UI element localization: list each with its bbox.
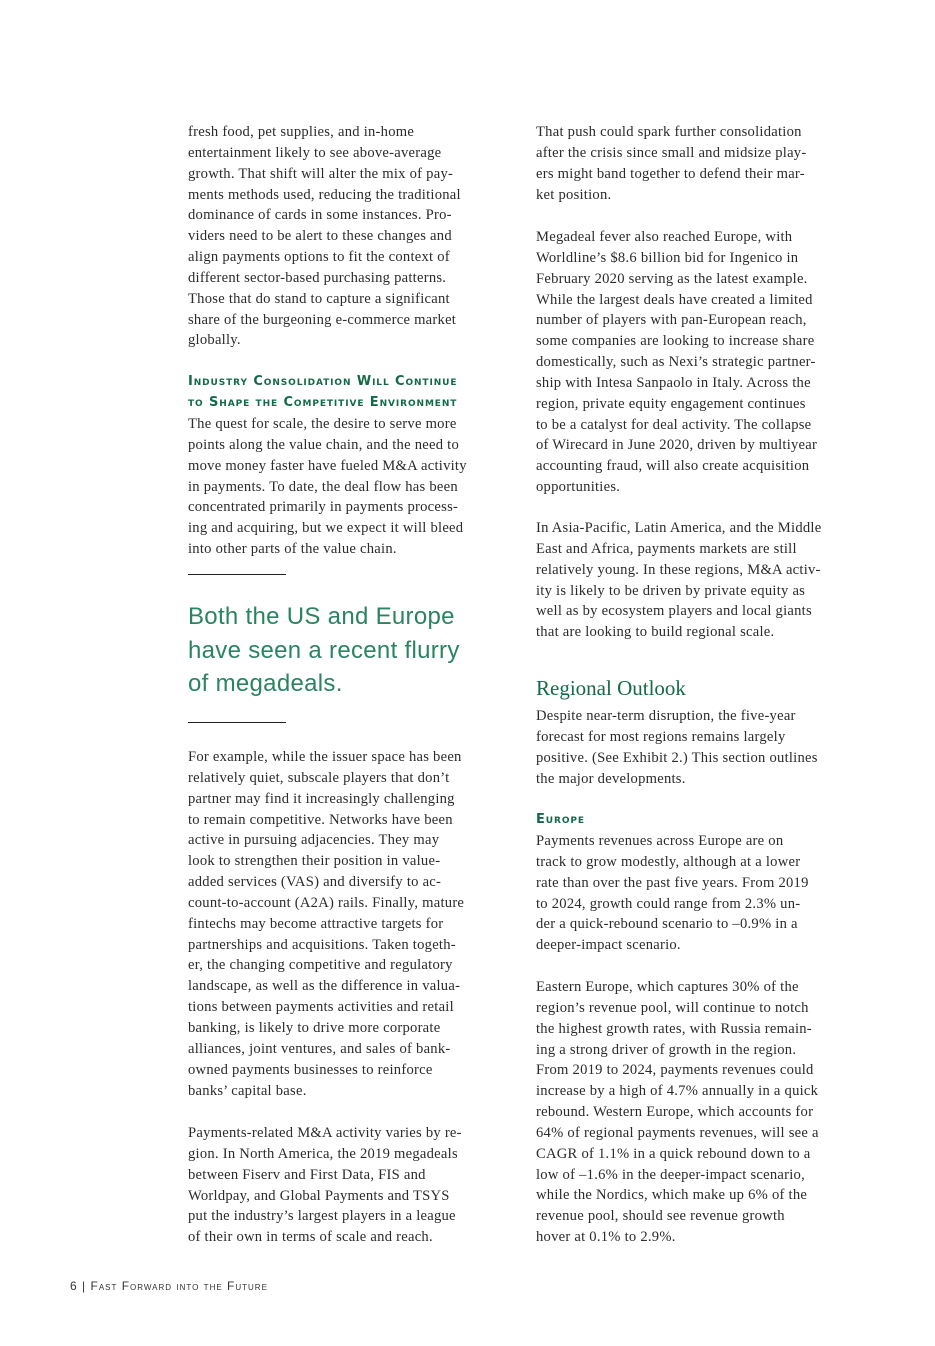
subheading-europe: Europe	[536, 812, 585, 827]
page-footer	[70, 1279, 268, 1293]
body-paragraph: Megadeal fever also reached Europe, with Worldline’s $8.6 billion bid for Ingenico in February 2020 serving as the latest example. While the largest deals have created a limited number of players with pan-European reach, some companies are looking to increase share domestically, such as Nexi’s strategic partner- ship with Intesa Sanpaolo in Italy. Across the region, private equity engagement continues to be a catalyst for deal activity. The collapse of Wirecard in June 2020, driven by multiyear accounting fraud, will also create acquisition opportunities.	[536, 229, 818, 496]
body-paragraph: Payments-related M&A activity varies by re- gion. In North America, the 2019 megadeals between Fiserv and First Data, FIS and Worldpay, and Global Payments and TSYS put the industry’s largest players in a league of their own in terms of scale and reach.	[188, 1125, 462, 1246]
section-heading-regional-outlook: Regional Outlook	[536, 676, 686, 700]
divider	[188, 722, 286, 723]
pull-quote: Both the US and Europe have seen a recent flurry of megadeals.	[188, 603, 460, 697]
body-paragraph: Eastern Europe, which captures 30% of the region’s revenue pool, will continue to notch the highest growth rates, with Russia remain- ing a strong driver of growth in the region. From 2019 to 2024, payments revenues could increase by a high of 4.7% annually in a quick rebound. Western Europe, which accounts for 64% of regional payments revenues, will see a CAGR of 1.1% in a quick rebound down to a low of –1.6% in the deeper-impact scenario, while the Nordics, which make up 6% of the revenue pool, should see revenue growth hover at 0.1% to 2.9%.	[536, 979, 819, 1246]
body-paragraph: The quest for scale, the desire to serve more points along the value chain, and the need to move money faster have fueled M&A activity in payments. To date, the deal flow has been concentrated primarily in payments process- ing and acquiring, but we expect it will bleed into other parts of the value chain.	[188, 416, 467, 558]
footer-separator: |	[82, 1279, 87, 1293]
body-paragraph: fresh food, pet supplies, and in-home entertainment likely to see above-average growth. That shift will alter the mix of pay- ments methods used, reducing the traditional dominance of cards in some instances. Pro- viders need to be alert to these changes and align payments options to fit the context of different sector-based purchasing patterns. Those that do stand to capture a significant share of the burgeoning e-commerce market globally.	[188, 124, 461, 349]
divider	[188, 574, 286, 575]
section-heading-industry-consolidation: Industry Consolidation Will Continue to Shape the Competitive Environment	[188, 374, 458, 410]
body-paragraph: That push could spark further consolidation after the crisis since small and midsize play- ers might band together to defend their mar- ket position.	[536, 124, 807, 203]
body-paragraph: For example, while the issuer space has been relatively quiet, subscale players that don’t partner may find it increasingly challenging to remain competitive. Networks have been active in pursuing adjacencies. They may look to strengthen their position in value- added services (VAS) and diversify to ac- count-to-account (A2A) rails. Finally, mature fintechs may become attractive targets for partnerships and acquisitions. Taken togeth- er, the changing competitive and regulatory landscape, as well as the difference in valua- tions between payments activities and retail banking, is likely to drive more corporate alliances, joint ventures, and sales of bank- owned payments businesses to reinforce banks’ capital base.	[188, 749, 465, 1099]
page-number: 6	[70, 1279, 78, 1293]
body-paragraph: Payments revenues across Europe are on track to grow modestly, although at a lower rate than over the past five years. From 2019 to 2024, growth could range from 2.3% un- der a quick-rebound scenario to –0.9% in a deeper-impact scenario.	[536, 833, 809, 954]
publication-title: Fast Forward into the Future	[90, 1279, 268, 1293]
body-paragraph: In Asia-Pacific, Latin America, and the Middle East and Africa, payments markets are still relatively young. In these regions, M&A activ- ity is likely to be driven by private equity as well as by ecosystem players and local giants that are looking to build regional scale.	[536, 520, 822, 641]
body-paragraph: Despite near-term disruption, the five-year forecast for most regions remains largely positive. (See Exhibit 2.) This section outlines the major developments.	[536, 708, 818, 787]
